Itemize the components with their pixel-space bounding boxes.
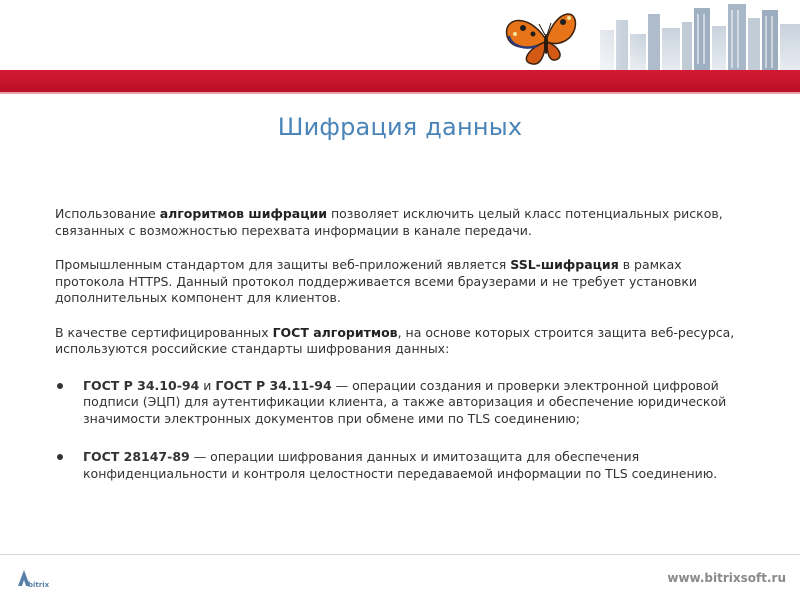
- bullet-list: [55, 378, 755, 483]
- paragraph: [55, 206, 755, 239]
- header-art: [0, 0, 800, 100]
- paragraph: [55, 257, 755, 307]
- paragraph-emphasis: SSL-шифрация: [510, 257, 619, 272]
- city-skyline: [560, 0, 800, 72]
- paragraph: [55, 325, 755, 358]
- footer-divider: [0, 554, 800, 555]
- paragraph-text: Использование: [55, 206, 160, 221]
- bullet-text: — операции создания и проверки электронной цифровой подписи (ЭЦП) для аутентификации клиента, а также авторизация и обеспечение юридической значимости электронных документов при обмене ими по TLS соединению;: [83, 377, 727, 426]
- footer-url[interactable]: www.bitrixsoft.ru: [667, 571, 786, 585]
- paragraph-text: В качестве сертифицированных: [55, 324, 273, 340]
- header-band: [0, 70, 800, 92]
- bullet-item: [55, 449, 755, 482]
- paragraph-text: , на основе которых строится защита веб-ресурса, используются российские стандарты шифрования данных:: [55, 324, 735, 356]
- paragraph-text: в рамках протокола HTTPS. Данный протокол поддерживается всеми браузерами и не требует установки дополнительных компонент для клиентов.: [55, 257, 698, 305]
- bullet-icon: [57, 454, 63, 460]
- slide-title: Шифрация данных: [277, 113, 523, 141]
- bitrix-logo-icon: [14, 566, 54, 590]
- bullet-icon: [57, 383, 63, 389]
- paragraph-text: позволяет исключить целый класс потенциальных рисков, связанных с возможностью перехвата информации в канале передачи.: [55, 206, 723, 238]
- bullet-emphasis: ГОСТ Р 34.11-94: [215, 377, 332, 393]
- bullet-item: [55, 378, 755, 428]
- slide-body: [55, 206, 755, 504]
- bullet-text: и: [199, 377, 216, 393]
- logo-text: bitrix: [28, 581, 50, 589]
- paragraph-emphasis: ГОСТ алгоритмов: [272, 324, 398, 340]
- bullet-emphasis: ГОСТ 28147-89: [83, 449, 190, 464]
- bullet-text: — операции шифрования данных и имитозащита для обеспечения конфиденциальности и контроля целостности передаваемой информации по TLS соединению.: [83, 449, 718, 481]
- paragraph-emphasis: алгоритмов шифрации: [159, 206, 328, 221]
- bullet-emphasis: ГОСТ Р 34.10-94: [83, 377, 200, 393]
- paragraph-text: Промышленным стандартом для защиты веб-приложений является: [55, 257, 511, 272]
